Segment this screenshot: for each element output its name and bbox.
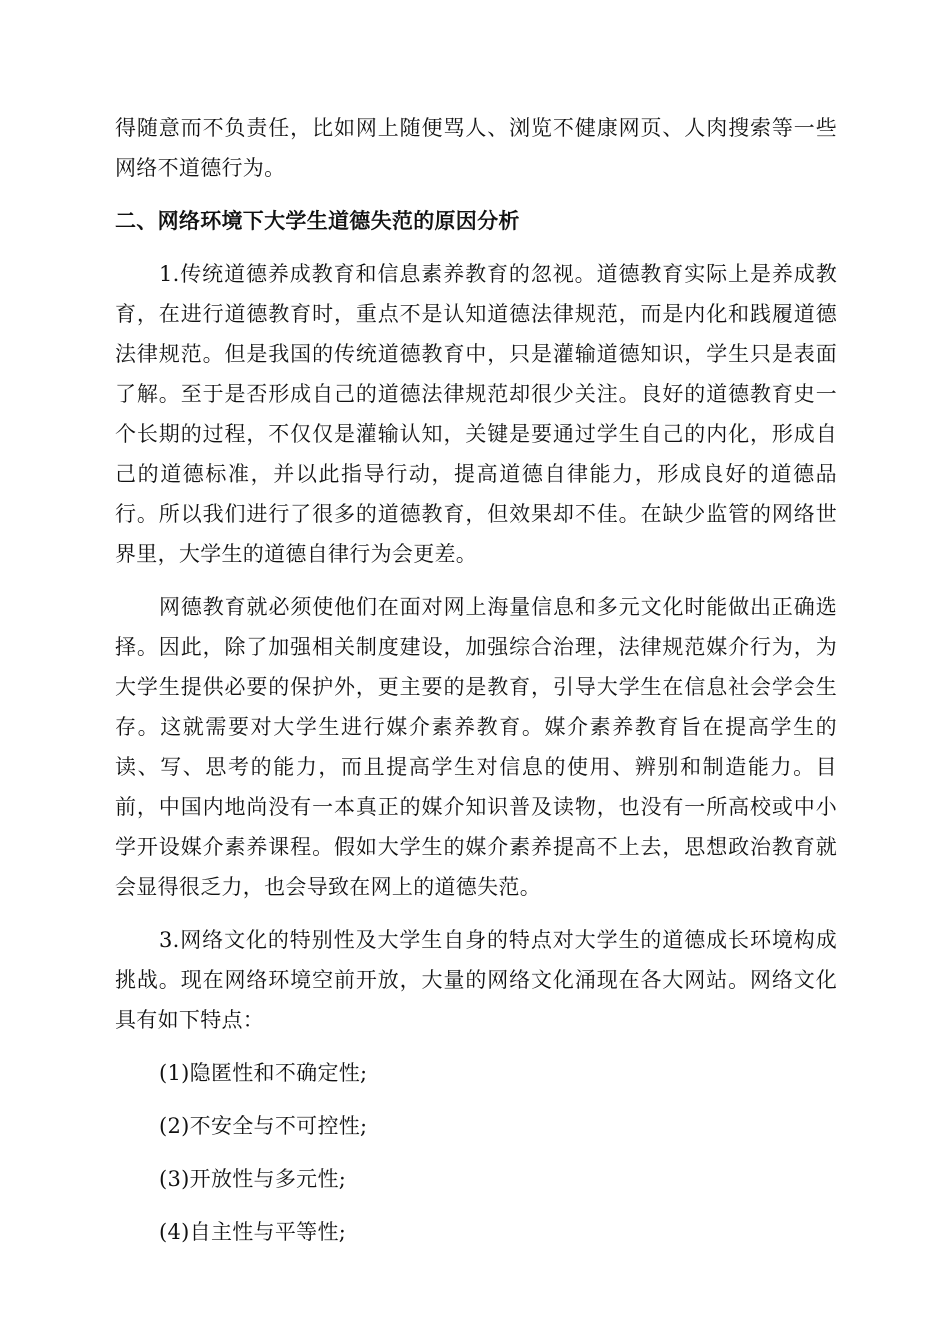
section-heading: 二、网络环境下大学生道德失范的原因分析	[115, 209, 520, 233]
paragraph-continued: 得随意而不负责任，比如网上随便骂人、浏览不健康网页、人肉搜索等一些网络不道德行为。	[115, 116, 837, 180]
list-item: (4)自主性与平等性;	[159, 1220, 347, 1244]
paragraph-2: 网德教育就必须使他们在面对网上海量信息和多元文化时能做出正确选择。因此，除了加强相关制度建设，加强综合治理，法律规范媒介行为，为大学生提供必要的保护外，更主要的是教育，引导大学生在信息社会学会生存。这就需要对大学生进行媒介素养教育。媒介素养教育旨在提高学生的读、写、思考的能力，而且提高学生对信息的使用、辨别和制造能力。目前，中国内地尚没有一本真正的媒介知识普及读物，也没有一所高校或中小学开设媒介素养课程。假如大学生的媒介素养提高不上去，思想政治教育就会显得很乏力，也会导致在网上的道德失范。	[115, 595, 837, 899]
list-item: (2)不安全与不可控性;	[159, 1114, 368, 1138]
paragraph-3: 3.网络文化的特别性及大学生自身的特点对大学生的道德成长环境构成挑战。现在网络环境空前开放，大量的网络文化涌现在各大网站。网络文化具有如下特点：	[115, 928, 837, 1032]
paragraph-1: 1.传统道德养成教育和信息素养教育的忽视。道德教育实际上是养成教育，在进行道德教育时，重点不是认知道德法律规范，而是内化和践履道德法律规范。但是我国的传统道德教育中，只是灌输道德知识，学生只是表面了解。至于是否形成自己的道德法律规范却很少关注。良好的道德教育史一个长期的过程，不仅仅是灌输认知，关键是要通过学生自己的内化，形成自己的道德标准，并以此指导行动，提高道德自律能力，形成良好的道德品行。所以我们进行了很多的道德教育，但效果却不佳。在缺少监管的网络世界里，大学生的道德自律行为会更差。	[115, 262, 837, 566]
list-item: (3)开放性与多元性;	[159, 1167, 347, 1191]
document-page	[115, 108, 837, 1265]
list-item: (1)隐匿性和不确定性;	[159, 1061, 368, 1085]
feature-list	[115, 1053, 837, 1252]
